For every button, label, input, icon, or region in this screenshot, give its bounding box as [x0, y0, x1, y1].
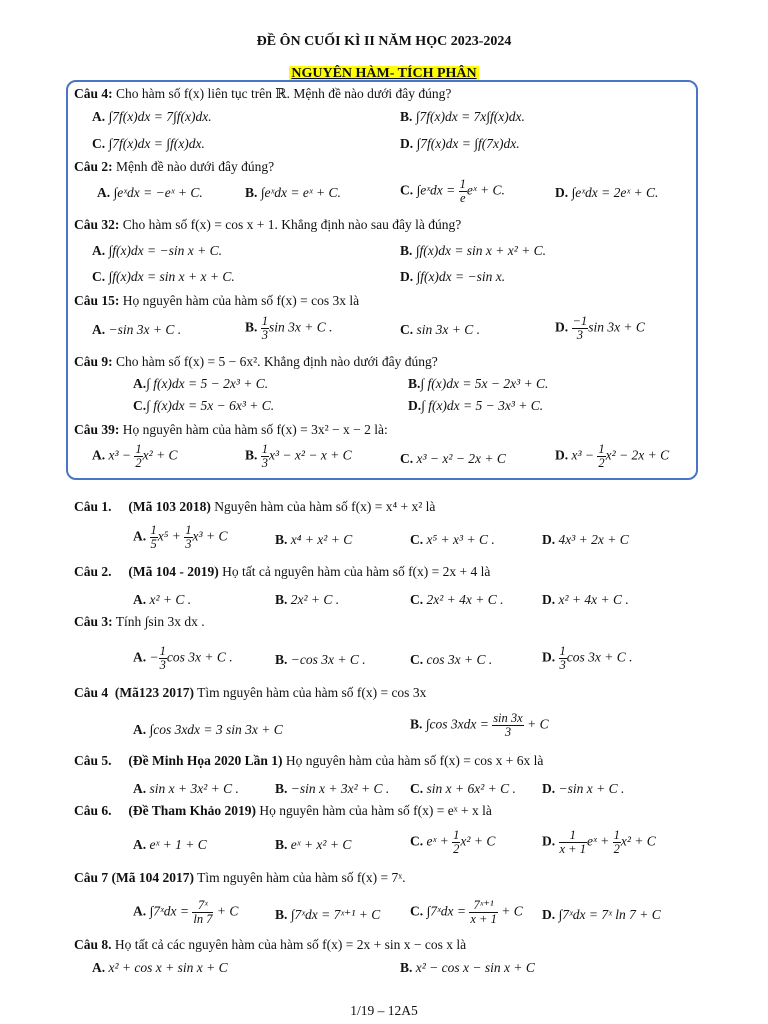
option: D. ∫7ˣdx = 7ˣ ln 7 + C: [542, 907, 661, 922]
question: Câu 15: Họ nguyên hàm của hàm số f(x) = cos 3x là: [74, 293, 360, 308]
option: B. ∫7ˣdx = 7ˣ⁺¹ + C: [275, 907, 381, 922]
option: B. ∫7f(x)dx = 7x∫f(x)dx.: [400, 109, 525, 124]
option: A. x² + C .: [133, 592, 192, 607]
option: B. $\frac{1}{3}$ x³ − x² − x + C: [245, 442, 352, 471]
page-footer: 1/19 – 12A5: [350, 1003, 418, 1018]
question: Câu 4 (Mã123 2017) Tìm nguyên hàm của hàm số f(x) = cos 3x: [74, 685, 427, 700]
option: B. −sin x + 3x² + C .: [275, 781, 390, 796]
option: A. ∫eˣdx = −eˣ + C.: [97, 185, 203, 200]
page-title: ĐỀ ÔN CUỐI KÌ II NĂM HỌC 2023-2024: [256, 34, 512, 49]
question: Câu 7 (Mã 104 2017) Tìm nguyên hàm của hàm số f(x) = 7ˣ.: [74, 870, 406, 885]
option: A. x³ − $\frac{1}{2}$ x² + C: [92, 442, 178, 471]
option: C. ∫7f(x)dx = ∫f(x)dx.: [92, 136, 205, 151]
option: C.∫ f(x)dx = 5x − 6x³ + C.: [133, 398, 275, 413]
option: C. eˣ + $\frac{1}{2}$ x² + C: [410, 828, 496, 857]
question: Câu 1. (Mã 103 2018) Nguyên hàm của hàm số f(x) = x⁴ + x² là: [74, 499, 436, 514]
option: D. $\frac{-1}{3}$ sin 3x + C: [555, 314, 645, 343]
question: Câu 2: Mệnh đề nào dưới đây đúng?: [74, 159, 275, 174]
option: B. ∫cos 3xdx = $\frac{\sin 3x}{3}$ + C: [410, 711, 549, 740]
option: A. ∫f(x)dx = −sin x + C.: [92, 243, 223, 258]
option: D. ∫7f(x)dx = ∫f(7x)dx.: [400, 136, 520, 151]
option: B. ∫f(x)dx = sin x + x² + C.: [400, 243, 547, 258]
option: C. sin x + 6x² + C .: [410, 781, 516, 796]
option: D.∫ f(x)dx = 5 − 3x³ + C.: [408, 398, 544, 413]
option: D. $\frac{1}{x + 1}$ eˣ + $\frac{1}{2}$ x² + C: [542, 828, 656, 857]
option: C. 2x² + 4x + C .: [410, 592, 504, 607]
option: C. cos 3x + C .: [410, 652, 493, 667]
question: Câu 2. (Mã 104 - 2019) Họ tất cả nguyên hàm của hàm số f(x) = 2x + 4 là: [74, 564, 491, 579]
option: D. x³ − $\frac{1}{2}$ x² − 2x + C: [555, 442, 670, 471]
option: A. ∫7f(x)dx = 7∫f(x)dx.: [92, 109, 212, 124]
question: Câu 5. (Đề Minh Họa 2020 Lần 1) Họ nguyên hàm của hàm số f(x) = cos x + 6x là: [74, 753, 544, 768]
question: Câu 32: Cho hàm số f(x) = cos x + 1. Khẳng định nào sau đây là đúng?: [74, 217, 462, 232]
option: D. x² + 4x + C .: [542, 592, 629, 607]
question: Câu 9: Cho hàm số f(x) = 5 − 6x². Khẳng định nào dưới đây đúng?: [74, 354, 438, 369]
option: B. ∫eˣdx = eˣ + C.: [245, 185, 341, 200]
option: B. 2x² + C .: [275, 592, 340, 607]
option: A. − $\frac{1}{3}$ cos 3x + C .: [133, 644, 233, 673]
question: Câu 8. Họ tất cả các nguyên hàm của hàm số f(x) = 2x + sin x − cos x là: [74, 937, 467, 952]
question: Câu 4: Cho hàm số f(x) liên tục trên ℝ. Mệnh đề nào dưới đây đúng?: [74, 86, 452, 101]
question: Câu 3: Tính ∫sin 3x dx .: [74, 614, 205, 629]
option: C. x³ − x² − 2x + C: [400, 451, 506, 466]
option: B. x² − cos x − sin x + C: [400, 960, 535, 975]
option: B. −cos 3x + C .: [275, 652, 366, 667]
page-subtitle: NGUYÊN HÀM- TÍCH PHÂN: [291, 66, 477, 81]
option: C. sin 3x + C .: [400, 322, 480, 337]
option: C. x⁵ + x³ + C .: [410, 532, 495, 547]
option: B. x⁴ + x² + C: [275, 532, 353, 547]
option: B. eˣ + x² + C: [275, 837, 352, 852]
option: A. eˣ + 1 + C: [133, 837, 207, 852]
option: B. $\frac{1}{3}$ sin 3x + C .: [245, 314, 333, 343]
option: C. ∫f(x)dx = sin x + x + C.: [92, 269, 235, 284]
option: A.∫ f(x)dx = 5 − 2x³ + C.: [133, 376, 269, 391]
option: D. ∫eˣdx = 2eˣ + C.: [555, 185, 659, 200]
option: A. $\frac{1}{5}$ x⁵ + $\frac{1}{3}$ x³ + C: [133, 523, 228, 552]
option: D. 4x³ + 2x + C: [542, 532, 629, 547]
option: B.∫ f(x)dx = 5x − 2x³ + C.: [408, 376, 549, 391]
option: D. ∫f(x)dx = −sin x.: [400, 269, 506, 284]
question: Câu 39: Họ nguyên hàm của hàm số f(x) = 3x² − x − 2 là:: [74, 422, 388, 437]
option: A. −sin 3x + C .: [92, 322, 182, 337]
option: A. x² + cos x + sin x + C: [92, 960, 228, 975]
question: Câu 6. (Đề Tham Khảo 2019) Họ nguyên hàm của hàm số f(x) = eˣ + x là: [74, 803, 492, 818]
option: A. ∫7ˣdx = $\frac{\text{7ˣ}}{\ln 7}$ + C: [133, 898, 239, 927]
option: C. ∫7ˣdx = $\frac{\text{7ˣ⁺¹}}{x + 1}$ + C: [410, 898, 523, 927]
option: C. ∫eˣdx = $\frac{1}{e}$ eˣ + C.: [400, 177, 505, 206]
option: D. $\frac{1}{3}$ cos 3x + C .: [542, 644, 633, 673]
option: A. sin x + 3x² + C .: [133, 781, 239, 796]
option: D. −sin x + C .: [542, 781, 625, 796]
option: A. ∫cos 3xdx = 3 sin 3x + C: [133, 722, 283, 737]
